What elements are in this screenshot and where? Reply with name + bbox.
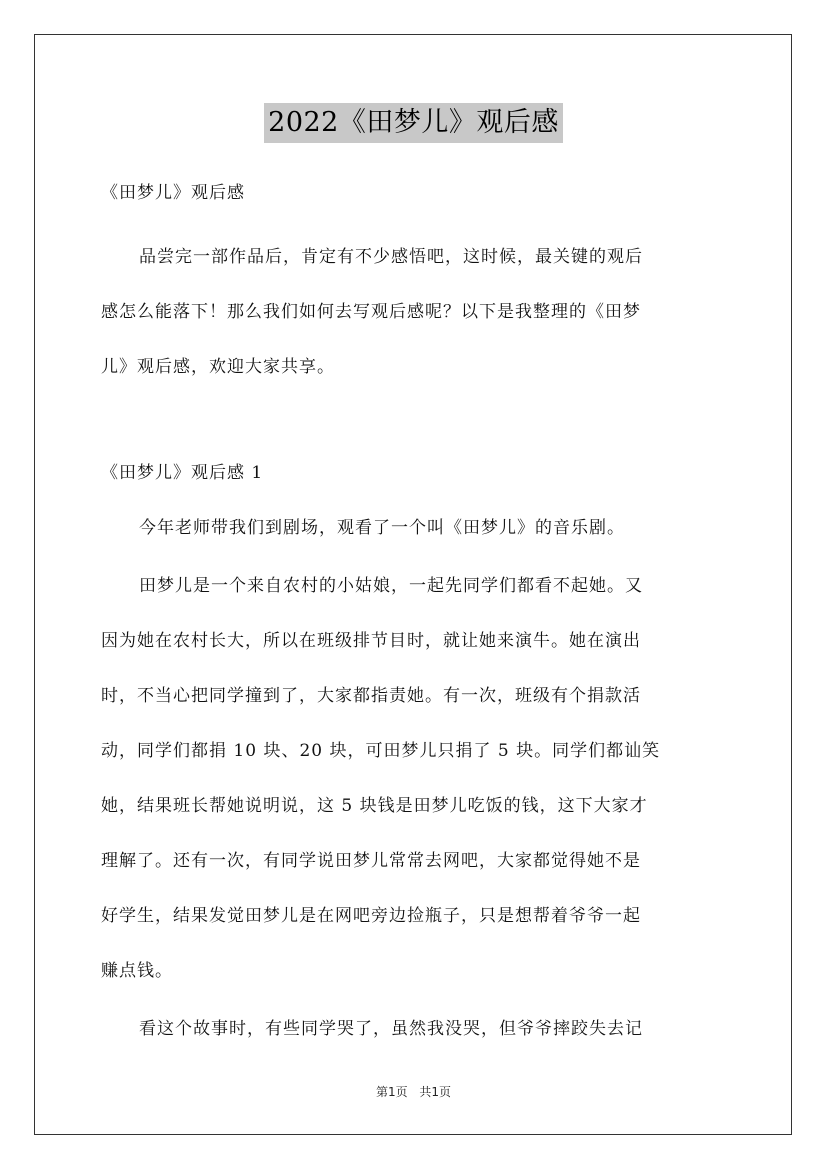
intro-paragraph [101, 230, 727, 395]
para2-line-1: 田梦儿是一个来自农村的小姑娘，一起先同学们都看不起她。又 [139, 576, 643, 596]
paragraph-1 [101, 501, 727, 556]
para2-line-3: 时，不当心把同学撞到了，大家都指责她。有一次，班级有个捐款活 [101, 686, 641, 706]
subtitle: 《田梦儿》观后感 [101, 183, 245, 203]
para2-line-2: 因为她在农村长大，所以在班级排节目时，就让她来演牛。她在演出 [101, 631, 641, 651]
paragraph-3 [101, 1002, 727, 1057]
para2-line-4: 动，同学们都捐 10 块、20 块，可田梦儿只捐了 5 块。同学们都讪笑 [101, 741, 661, 761]
page-footer [0, 1083, 827, 1100]
para2-line-7: 好学生，结果发觉田梦儿是在网吧旁边捡瓶子，只是想帮着爷爷一起 [101, 906, 641, 926]
intro-line-3: 儿》观后感，欢迎大家共享。 [101, 357, 335, 377]
intro-line-2: 感怎么能落下！那么我们如何去写观后感呢？以下是我整理的《田梦 [101, 302, 641, 322]
para3-line-1: 看这个故事时，有些同学哭了，虽然我没哭，但爷爷摔跤失去记 [139, 1019, 643, 1039]
para2-line-8: 赚点钱。 [101, 961, 173, 981]
document-title: 2022《田梦儿》观后感 [264, 103, 563, 143]
page-total: 共1页 [419, 1085, 452, 1099]
para1-line-1: 今年老师带我们到剧场，观看了一个叫《田梦儿》的音乐剧。 [139, 518, 625, 538]
title-container [0, 103, 827, 143]
intro-line-1: 品尝完一部作品后，肯定有不少感悟吧，这时候，最关键的观后 [139, 247, 643, 267]
paragraph-2 [101, 559, 727, 999]
page-current: 第1页 [375, 1085, 408, 1099]
para2-line-5: 她，结果班长帮她说明说，这 5 块钱是田梦儿吃饭的钱，这下大家才 [101, 796, 648, 816]
section-heading: 《田梦儿》观后感 1 [101, 463, 264, 483]
document-body [101, 175, 727, 1057]
para2-line-6: 理解了。还有一次，有同学说田梦儿常常去网吧，大家都觉得她不是 [101, 851, 641, 871]
